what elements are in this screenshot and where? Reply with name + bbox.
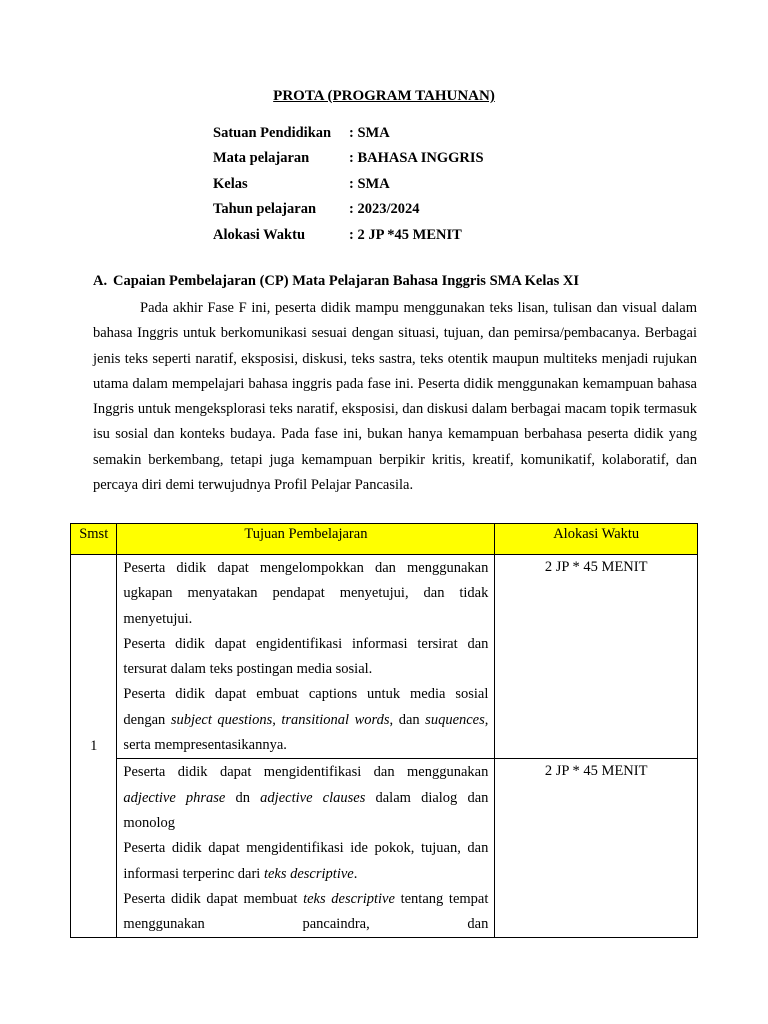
meta-row xyxy=(213,225,484,250)
objectives-cell xyxy=(117,759,495,938)
identity-block xyxy=(213,123,484,250)
meta-key: Tahun pelajaran xyxy=(213,201,317,218)
meta-row xyxy=(213,174,484,199)
objective-item: Peserta didik dapat membuat teks descriptive tentang tempat menggunakan pancaindra, dan xyxy=(123,890,489,933)
cp-paragraph xyxy=(93,296,697,498)
header-tujuan: Tujuan Pembelajaran xyxy=(117,524,495,555)
objective-item: Peserta didik dapat engidentifikasi informasi tersirat dan tersurat dalam teks postingan media sosial. xyxy=(123,635,489,678)
alokasi-cell: 2 JP * 45 MENIT xyxy=(495,555,698,759)
cp-paragraph-text: Pada akhir Fase F ini, peserta didik mampu menggunakan teks lisan, tulisan dan visual dalam bahasa Inggris untuk berkomunikasi sesuai dengan situasi, tujuan, dan pemirsa/pembacanya. Berbagai jenis teks seperti naratif, eksposisi, diskusi, teks sastra, teks otentik maupun multiteks menjadi rujukan utama dalam mempelajari bahasa inggris pada fase ini. Peserta didik menggunakan kemampuan bahasa Inggris untuk mengeksplorasi teks naratif, eksposisi, dan diskusi dalam berbagai macam topik termasuk isu sosial dan konteks budaya. Pada fase ini, bukan hanya kemampuan berbahasa peserta didik yang semakin berkembang, tetapi juga kemampuan berpikir kritis, kreatif, komunikatif, kolaboratif, dan percaya diri demi terwujudnya Profil Pelajar Pancasila. xyxy=(93,300,697,494)
meta-value: : 2 JP *45 MENIT xyxy=(349,226,462,243)
section-title: Capaian Pembelajaran (CP) Mata Pelajaran Bahasa Inggris SMA Kelas XI xyxy=(113,273,579,289)
meta-value: : SMA xyxy=(349,175,390,192)
semester-cell: 1 xyxy=(71,555,117,938)
objective-item: Peserta didik dapat mengelompokkan dan menggunakan ugkapan menyatakan pendapat menyetujui, dan tidak menyetujui. xyxy=(123,560,489,627)
objective-item: Peserta didik dapat embuat captions untuk media sosial dengan subject questions, transitional words, dan suquences, serta mempresentasikannya. xyxy=(123,686,489,754)
meta-key: Alokasi Waktu xyxy=(213,226,306,243)
page-title: PROTA (PROGRAM TAHUNAN) xyxy=(273,88,495,104)
table-row xyxy=(71,555,698,759)
section-letter: A. xyxy=(93,273,108,289)
meta-key: Satuan Pendidikan xyxy=(213,125,332,141)
meta-row xyxy=(213,148,484,173)
meta-key: Mata pelajaran xyxy=(213,150,310,167)
meta-value: : 2023/2024 xyxy=(349,201,420,218)
header-smst: Smst xyxy=(71,524,117,555)
meta-row xyxy=(213,123,484,148)
alokasi-cell: 2 JP * 45 MENIT xyxy=(495,759,698,938)
meta-key: Kelas xyxy=(213,175,248,192)
meta-value: : SMA xyxy=(349,125,390,141)
meta-value: : BAHASA INGGRIS xyxy=(349,150,484,167)
section-heading xyxy=(93,273,579,290)
learning-objectives-table xyxy=(70,523,698,938)
objective-item: Peserta didik dapat mengidentifikasi ide pokok, tujuan, dan informasi terperinc dari teks descriptive. xyxy=(123,840,489,882)
objectives-cell xyxy=(117,555,495,759)
header-alokasi: Alokasi Waktu xyxy=(495,524,698,555)
table-header-row xyxy=(71,524,698,555)
meta-row xyxy=(213,199,484,224)
table-row xyxy=(71,759,698,938)
objective-item: Peserta didik dapat mengidentifikasi dan menggunakan adjective phrase dn adjective clauses dalam dialog dan monolog xyxy=(123,764,489,831)
